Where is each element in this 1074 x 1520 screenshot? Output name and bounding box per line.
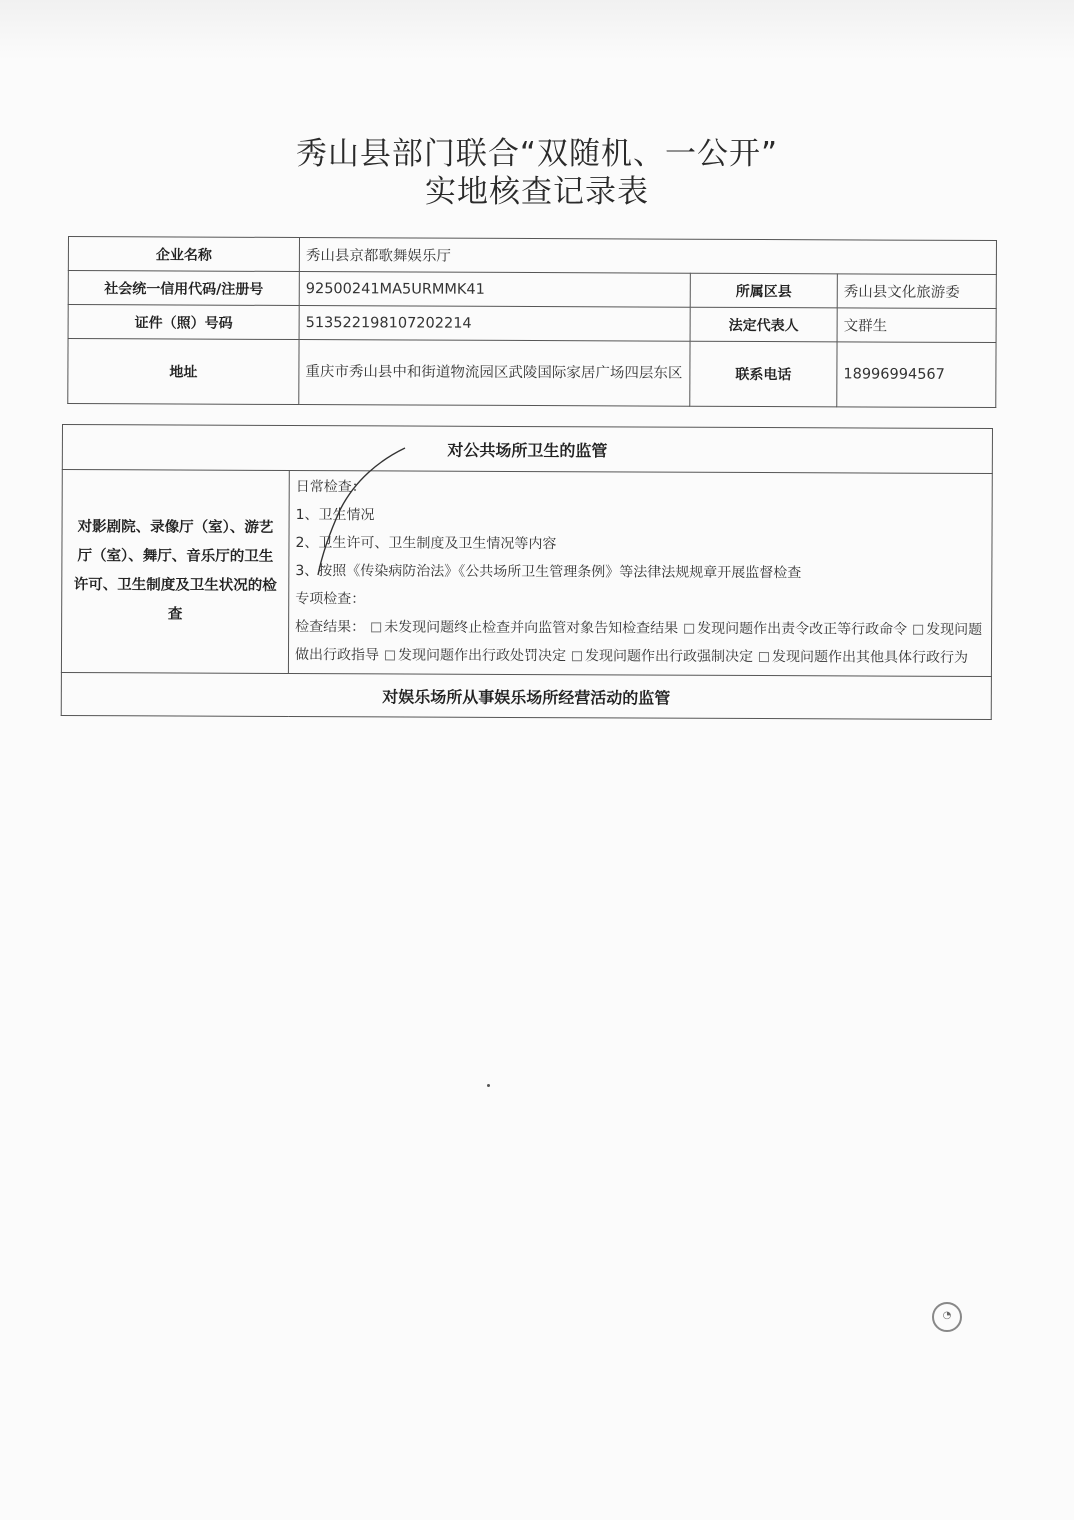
check-item-2: 2、卫生许可、卫生制度及卫生情况等内容 [295, 535, 557, 553]
supervision-table [61, 424, 993, 720]
district-value: 秀山县文化旅游委 [837, 274, 996, 309]
scan-edge [0, 0, 1074, 60]
phone-value: 18996994567 [837, 342, 996, 408]
check-item-3: 3、按照《传染病防治法》《公共场所卫生管理条例》等法律法规规章开展监督检查 [295, 563, 802, 582]
page-subtitle: 实地核查记录表 [425, 174, 649, 210]
checkbox-icon[interactable] [759, 652, 769, 662]
checkbox-icon[interactable] [684, 624, 694, 634]
address-value: 重庆市秀山县中和街道物流园区武陵国际家居广场四层东区 [299, 340, 690, 407]
section-public-hygiene-title: 对公共场所卫生的监管 [62, 425, 992, 474]
id-number-label: 证件（照）号码 [68, 305, 299, 340]
district-label: 所属区县 [690, 273, 837, 308]
checkbox-icon[interactable] [371, 622, 381, 632]
phone-label: 联系电话 [690, 341, 837, 407]
result-label: 检查结果： [295, 619, 366, 636]
result-option-3: 发现问题做出行政指导 [294, 621, 983, 664]
legal-rep-label: 法定代表人 [690, 307, 837, 342]
checkbox-icon[interactable] [572, 651, 582, 661]
company-value: 秀山县京都歌舞娱乐厅 [299, 238, 996, 275]
section-entertainment-title: 对娱乐场所从事娱乐场所经营活动的监管 [61, 672, 991, 719]
id-number-value: 513522198107202214 [299, 306, 690, 342]
check-item-1: 1、卫生情况 [295, 507, 375, 524]
result-option-5: 发现问题作出行政强制决定 [584, 648, 754, 666]
result-option-1: 未发现问题终止检查并向监管对象告知检查结果 [384, 619, 679, 637]
scan-speck [487, 1084, 490, 1087]
credit-code-value: 92500241MA5URMMK41 [299, 272, 690, 308]
result-option-6: 发现问题作出其他具体行政行为 [771, 649, 969, 666]
credit-code-label: 社会统一信用代码/注册号 [68, 271, 299, 306]
address-label: 地址 [68, 339, 299, 405]
legal-rep-value: 文群生 [837, 308, 996, 343]
checkbox-icon[interactable] [385, 650, 395, 660]
result-block [295, 613, 985, 672]
company-label: 企业名称 [68, 237, 299, 272]
enterprise-info-table [67, 236, 997, 408]
inspection-content [288, 470, 992, 676]
page-title: 秀山县部门联合“双随机、一公开” [295, 136, 779, 172]
result-option-4: 发现问题作出行政处罚决定 [397, 647, 567, 665]
daily-check-label: 日常检查： [295, 479, 366, 496]
inspection-scope: 对影剧院、录像厅（室）、游艺厅（室）、舞厅、音乐厅的卫生许可、卫生制度及卫生状况的检查 [61, 470, 289, 674]
seal-icon: ◔ [932, 1302, 962, 1332]
special-check-label: 专项检查： [295, 591, 366, 608]
checkbox-icon[interactable] [913, 625, 923, 635]
result-option-2: 发现问题作出责令改正等行政命令 [697, 620, 908, 638]
